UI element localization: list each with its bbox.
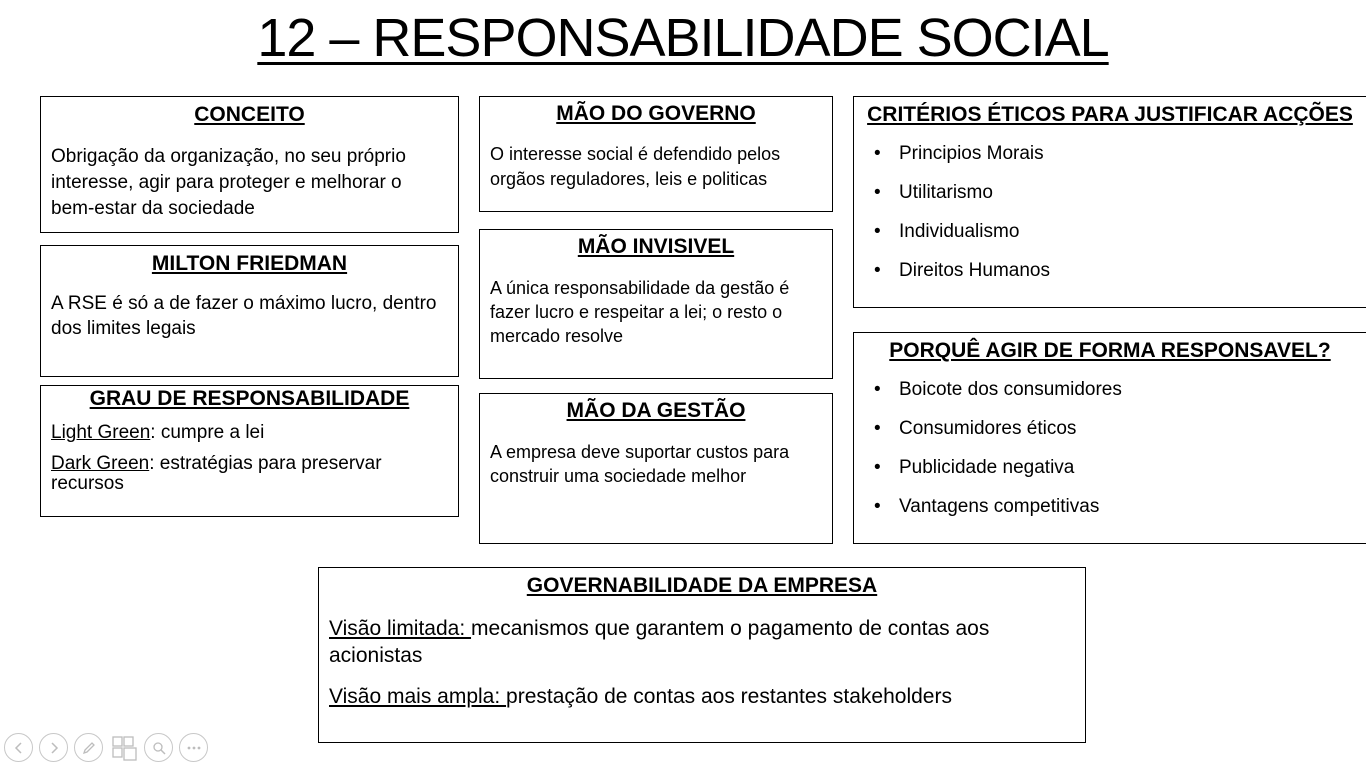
bullet-icon: • <box>874 182 881 203</box>
governabilidade-term: Visão limitada: <box>329 617 472 640</box>
box-milton-text: A RSE é só a de fazer o máximo lucro, dentro dos limites legais <box>51 293 437 339</box>
bullet-icon: • <box>874 260 881 281</box>
slide-title: 12 – RESPONSABILIDADE SOCIAL <box>257 8 1109 68</box>
box-grau-responsabilidade <box>40 385 459 517</box>
bullet-icon: • <box>874 143 881 164</box>
box-mao-invisivel-heading: MÃO INVISIVEL <box>577 235 735 258</box>
governabilidade-item <box>329 615 1075 669</box>
next-icon[interactable] <box>39 733 68 762</box>
box-porque-heading: PORQUÊ AGIR DE FORMA RESPONSAVEL? <box>889 339 1331 362</box>
bullet-icon: • <box>874 418 881 439</box>
box-mao-governo-text: O interesse social é defendido pelos orgãos reguladores, leis e politicas <box>490 144 781 189</box>
grau-item <box>51 420 448 446</box>
list-item: • Principios Morais <box>874 143 1044 164</box>
slides-icon[interactable] <box>109 733 138 762</box>
box-criterios-eticos <box>853 96 1366 308</box>
list-item: • Vantagens competitivas <box>874 496 1100 517</box>
bullet-icon: • <box>874 496 881 517</box>
zoom-icon[interactable] <box>144 733 173 762</box>
box-mao-gestao-text: A empresa deve suportar custos para construir uma sociedade melhor <box>490 442 790 486</box>
box-criterios-heading: CRITÉRIOS ÉTICOS PARA JUSTIFICAR ACÇÕES <box>867 103 1353 126</box>
box-mao-invisivel <box>479 229 833 379</box>
grau-term: Dark Green <box>51 453 150 474</box>
box-conceito <box>40 96 459 233</box>
bullet-icon: • <box>874 221 881 242</box>
box-mao-gestao <box>479 393 833 544</box>
box-milton-heading: MILTON FRIEDMAN <box>151 252 348 275</box>
box-governabilidade-heading: GOVERNABILIDADE DA EMPRESA <box>526 574 878 597</box>
bullet-icon: • <box>874 457 881 478</box>
box-conceito-heading: CONCEITO <box>194 103 305 126</box>
grau-term: Light Green <box>51 422 151 443</box>
porque-list <box>864 378 1356 519</box>
box-governabilidade <box>318 567 1086 743</box>
list-item: • Direitos Humanos <box>874 260 1050 281</box>
more-icon[interactable] <box>179 733 208 762</box>
governabilidade-term: Visão mais ampla: <box>329 685 507 708</box>
grau-desc: : cumpre a lei <box>150 422 265 443</box>
box-mao-governo-heading: MÃO DO GOVERNO <box>556 102 756 125</box>
grau-desc: : estratégias para preservar recursos <box>51 453 382 494</box>
box-conceito-text: Obrigação da organização, no seu próprio interesse, agir para proteger e melhorar o bem-estar da sociedade <box>51 146 406 219</box>
pen-icon[interactable] <box>74 733 103 762</box>
box-milton-friedman <box>40 245 459 377</box>
previous-icon[interactable] <box>4 733 33 762</box>
criterios-list <box>864 142 1356 283</box>
governabilidade-item <box>329 683 1075 710</box>
governabilidade-desc: prestação de contas aos restantes stakeholders <box>506 685 952 708</box>
governabilidade-desc: mecanismos que garantem o pagamento de contas aos acionistas <box>329 617 990 667</box>
box-grau-heading: GRAU DE RESPONSABILIDADE <box>89 387 410 410</box>
box-porque-agir <box>853 332 1366 544</box>
bullet-icon: • <box>874 379 881 400</box>
list-item: • Boicote dos consumidores <box>874 379 1122 400</box>
grau-item <box>51 454 448 494</box>
list-item: • Individualismo <box>874 221 1020 242</box>
box-mao-gestao-heading: MÃO DA GESTÃO <box>566 399 746 422</box>
presentation-toolbar <box>4 733 208 765</box>
box-mao-governo <box>479 96 833 212</box>
list-item: • Consumidores éticos <box>874 418 1077 439</box>
box-mao-invisivel-text: A única responsabilidade da gestão é fazer lucro e respeitar a lei; o resto o mercado resolve <box>490 278 790 346</box>
list-item: • Utilitarismo <box>874 182 993 203</box>
list-item: • Publicidade negativa <box>874 457 1075 478</box>
